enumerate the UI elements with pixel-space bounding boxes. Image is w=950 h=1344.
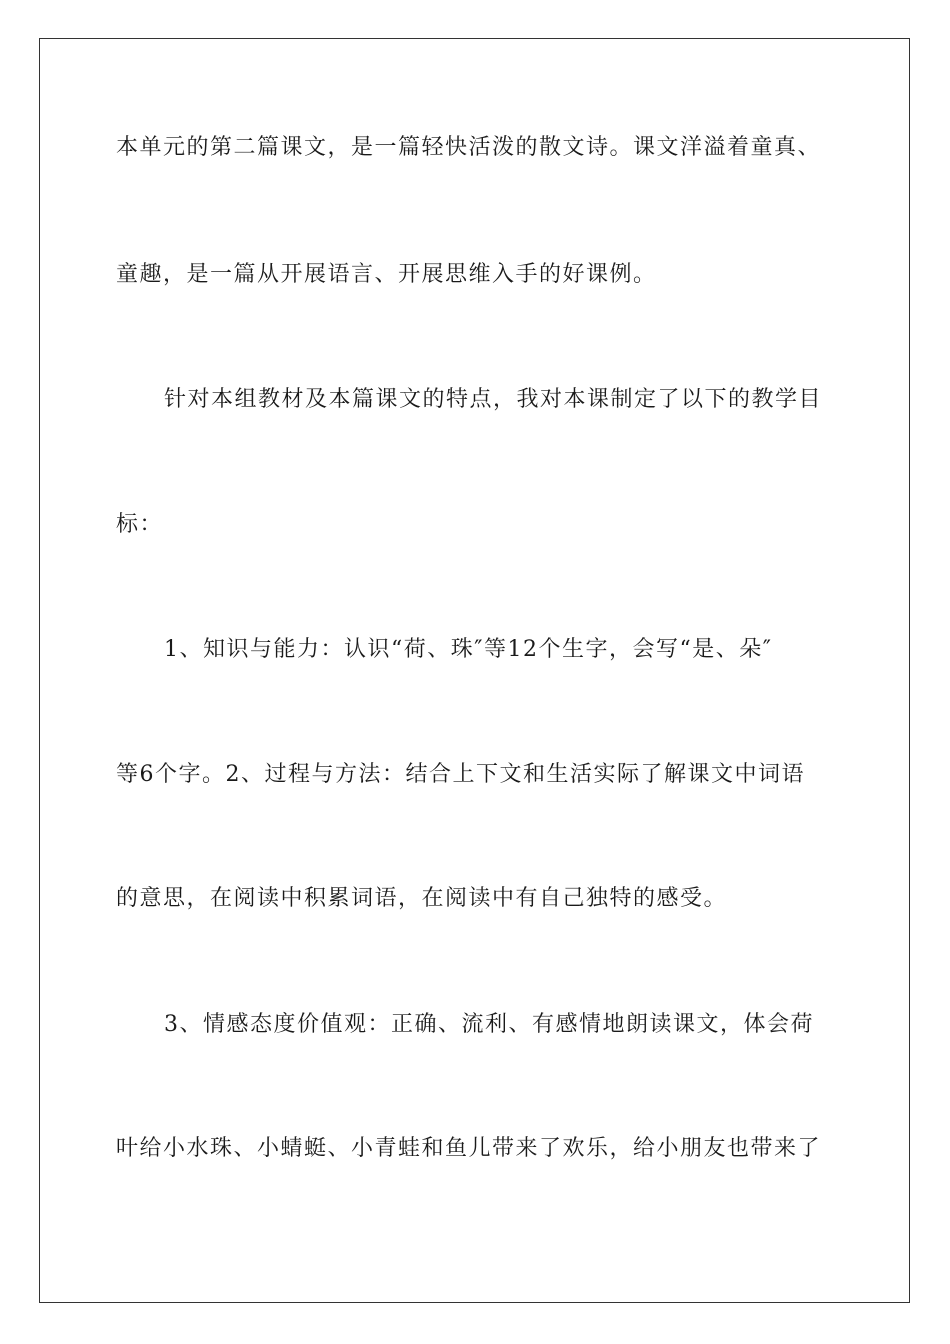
text-line: 1、知识与能力：认识“荷、珠″等12个生字，会写“是、朵″ (164, 637, 773, 662)
text-line: 针对本组教材及本篇课文的特点，我对本课制定了以下的教学目 (164, 387, 823, 412)
text-line: 童趣，是一篇从开展语言、开展思维入手的好课例。 (116, 262, 657, 287)
text-line: 标： (116, 512, 164, 537)
text-line: 等6个字。2、过程与方法：结合上下文和生活实际了解课文中词语 (116, 762, 805, 787)
text-line: 叶给小水珠、小蜻蜓、小青蛙和鱼儿带来了欢乐，给小朋友也带来了 (116, 1136, 822, 1161)
page-border (39, 38, 910, 1303)
text-line: 3、情感态度价值观：正确、流利、有感情地朗读课文，体会荷 (164, 1012, 814, 1037)
text-line: 的意思，在阅读中积累词语，在阅读中有自己独特的感受。 (116, 886, 728, 911)
text-line: 本单元的第二篇课文，是一篇轻快活泼的散文诗。课文洋溢着童真、 (116, 135, 822, 160)
